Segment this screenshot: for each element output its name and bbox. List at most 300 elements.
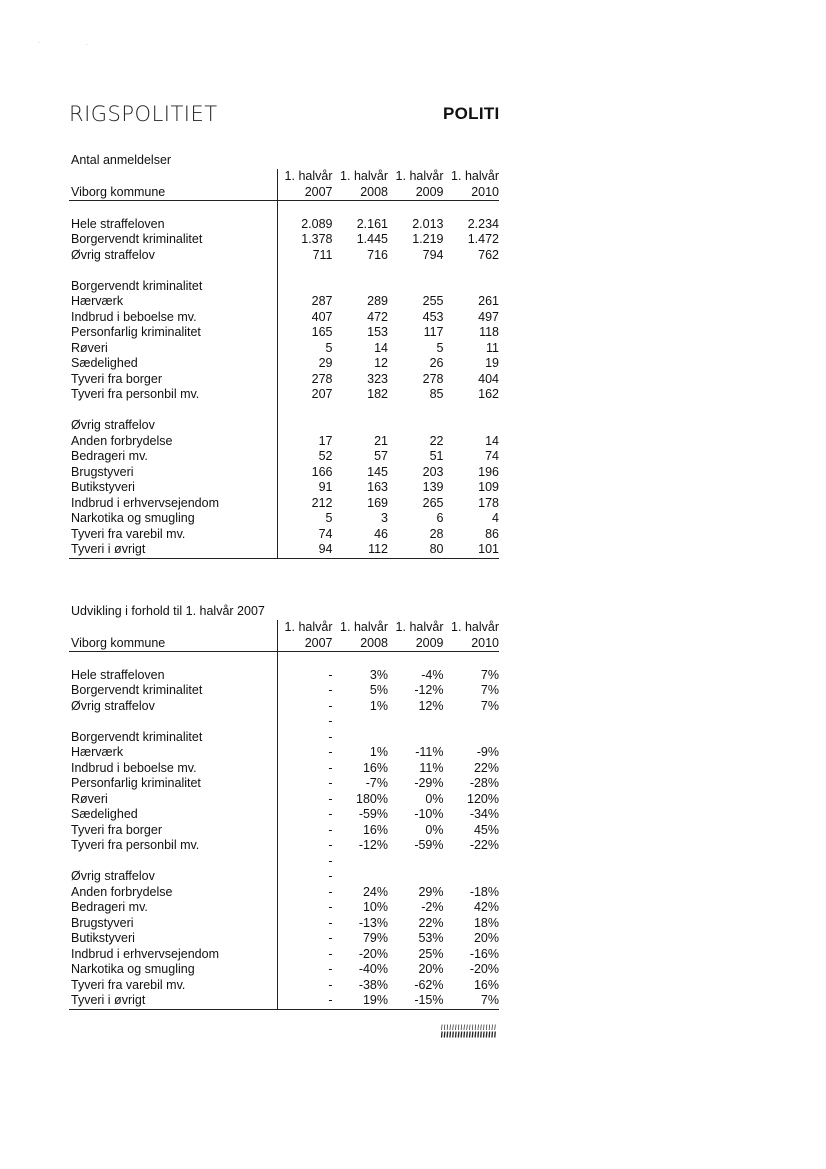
barcode-stroke bbox=[467, 1032, 468, 1038]
spacer-cell bbox=[69, 201, 277, 217]
table-cell: 118 bbox=[479, 325, 499, 339]
table-cell: 29% bbox=[418, 884, 444, 899]
table-cell: 289 bbox=[367, 294, 388, 308]
table-cell: 7% bbox=[480, 698, 499, 713]
row-label: Borgervendt kriminalitet bbox=[71, 278, 203, 293]
barcode-stroke bbox=[484, 1025, 485, 1031]
table-row bbox=[69, 714, 499, 730]
row-label: Borgervendt kriminalitet bbox=[71, 683, 203, 697]
table-cell: 22% bbox=[473, 760, 499, 775]
table-row bbox=[69, 480, 499, 496]
row-label: Butikstyveri bbox=[71, 480, 135, 494]
table-cell: 18% bbox=[473, 915, 499, 930]
table-cell: 407 bbox=[277, 310, 333, 326]
table-cell: 265 bbox=[422, 495, 444, 510]
table-cell: 453 bbox=[422, 309, 444, 324]
column-header-year: 2009 bbox=[388, 185, 444, 201]
table-cell: 166 bbox=[277, 465, 333, 481]
barcode-stroke bbox=[458, 1032, 459, 1038]
table-cell: 51 bbox=[429, 449, 444, 463]
table-cell: - bbox=[277, 993, 333, 1009]
region-label: Viborg kommune bbox=[69, 636, 277, 652]
table-cell: 53% bbox=[418, 931, 444, 945]
table-cell: 145 bbox=[367, 464, 388, 479]
barcode-stroke bbox=[444, 1032, 445, 1038]
row-label: Tyveri fra borger bbox=[71, 822, 163, 837]
table-cell: 1.378 bbox=[277, 232, 333, 248]
row-label: Tyveri i øvrigt bbox=[69, 542, 277, 558]
table-cell: 74 bbox=[277, 527, 333, 543]
table-cell: 79% bbox=[362, 931, 388, 945]
table-cell: 203 bbox=[422, 464, 444, 479]
header-row bbox=[69, 169, 499, 185]
table-cell bbox=[333, 418, 389, 434]
table-cell: -12% bbox=[358, 838, 388, 852]
table-cell: 762 bbox=[478, 247, 499, 262]
table-row bbox=[69, 885, 499, 901]
barcode-stroke bbox=[453, 1025, 454, 1031]
header-blank bbox=[69, 620, 277, 636]
barcode-stroke bbox=[492, 1032, 493, 1038]
barcode-stroke bbox=[447, 1025, 448, 1031]
table-cell: 109 bbox=[478, 480, 499, 494]
table-cell: -29% bbox=[414, 776, 444, 790]
barcode-mark bbox=[440, 1024, 498, 1038]
table-cell bbox=[388, 714, 444, 730]
column-header-period: 1. halvår bbox=[395, 169, 444, 183]
table-cell: 24% bbox=[362, 884, 388, 899]
table-cell: 46 bbox=[374, 526, 388, 541]
table-cell: 5 bbox=[436, 340, 444, 355]
column-header-period: 1. halvår bbox=[340, 620, 388, 634]
column-header-year: 2007 bbox=[277, 185, 333, 201]
table-cell: -11% bbox=[415, 745, 444, 759]
row-label: Bedrageri mv. bbox=[71, 900, 148, 914]
table-cell: 180% bbox=[356, 791, 388, 806]
table-cell: 85 bbox=[429, 387, 444, 401]
table-cell: 117 bbox=[423, 325, 444, 339]
spacer-row bbox=[69, 652, 499, 668]
table-cell: 74 bbox=[485, 449, 499, 463]
table-cell: 16% bbox=[362, 760, 388, 775]
table-cell: 14 bbox=[485, 433, 499, 448]
header-row bbox=[69, 636, 499, 652]
barcode-stroke bbox=[453, 1032, 454, 1038]
table-row bbox=[69, 341, 499, 357]
table-row bbox=[69, 962, 499, 978]
row-label: Sædelighed bbox=[71, 807, 138, 821]
row-label: Tyveri fra varebil mv. bbox=[71, 977, 186, 992]
table-row bbox=[69, 916, 499, 932]
table-cell: -40% bbox=[358, 962, 388, 976]
table-cell: -16% bbox=[469, 946, 499, 961]
table-cell bbox=[388, 418, 444, 434]
barcode-stroke bbox=[470, 1032, 471, 1038]
column-header-period: 1. halvår bbox=[451, 169, 499, 183]
table-cell: 5 bbox=[277, 341, 333, 357]
table-cell: 7% bbox=[444, 993, 500, 1009]
table-row bbox=[69, 511, 499, 527]
row-label: Øvrig straffelov bbox=[71, 698, 155, 713]
table-row bbox=[69, 761, 499, 777]
table-cell bbox=[444, 403, 500, 419]
table-cell: 29 bbox=[277, 356, 333, 372]
row-label: Tyveri fra borger bbox=[71, 371, 163, 386]
table-cell: - bbox=[277, 931, 333, 947]
table-cell: - bbox=[277, 962, 333, 978]
barcode-stroke bbox=[478, 1025, 479, 1031]
spacer-cell bbox=[333, 652, 389, 668]
table-cell: 5% bbox=[369, 683, 388, 697]
table-cell: 323 bbox=[367, 371, 388, 386]
table-row bbox=[69, 248, 499, 264]
barcode-stroke bbox=[472, 1032, 473, 1038]
table-cell bbox=[277, 418, 333, 434]
row-label: Butikstyveri bbox=[71, 931, 135, 945]
table-cell: 120% bbox=[467, 791, 499, 806]
table-cell bbox=[333, 263, 389, 279]
barcode-stroke bbox=[458, 1025, 459, 1031]
table-row bbox=[69, 900, 499, 916]
table-cell: 5 bbox=[277, 511, 333, 527]
table-cell bbox=[444, 869, 500, 885]
table-row bbox=[69, 745, 499, 761]
table-cell bbox=[444, 714, 500, 730]
table-cell: -7% bbox=[365, 776, 388, 790]
row-label: Hærværk bbox=[71, 745, 124, 759]
table-cell: 178 bbox=[478, 495, 499, 510]
table-cell: - bbox=[277, 730, 333, 746]
row-label: Brugstyveri bbox=[71, 915, 134, 930]
table-cell: 212 bbox=[277, 496, 333, 512]
scan-mark: · bbox=[86, 42, 88, 48]
table-row bbox=[69, 527, 499, 543]
table-cell: -34% bbox=[469, 807, 499, 821]
table-cell: - bbox=[277, 714, 333, 730]
table-cell: 19 bbox=[485, 356, 499, 370]
table-cell: 1.445 bbox=[356, 232, 388, 246]
table-cell: 112 bbox=[333, 542, 389, 558]
row-label: Røveri bbox=[71, 340, 108, 355]
table-cell: -2% bbox=[421, 900, 444, 914]
table-cell: 0% bbox=[425, 791, 444, 806]
barcode-stroke bbox=[450, 1032, 451, 1038]
table-row bbox=[69, 931, 499, 947]
barcode-stroke bbox=[481, 1032, 482, 1038]
barcode-stroke bbox=[486, 1025, 487, 1031]
table-cell: -38% bbox=[358, 977, 388, 992]
table-cell: 163 bbox=[367, 480, 388, 494]
scan-mark: · bbox=[38, 40, 40, 46]
column-header-year: 2008 bbox=[333, 185, 389, 201]
table-cell: 28 bbox=[429, 526, 444, 541]
spacer-row bbox=[69, 201, 499, 217]
table-cell: -59% bbox=[358, 807, 388, 821]
table-row bbox=[69, 993, 499, 1009]
column-header-year: 2007 bbox=[277, 636, 333, 652]
table-cell: 153 bbox=[367, 325, 388, 339]
table-row bbox=[69, 310, 499, 326]
table-cell: 404 bbox=[478, 371, 499, 386]
spacer-cell bbox=[277, 201, 333, 217]
row-label bbox=[69, 854, 277, 870]
table-cell: -15% bbox=[388, 993, 444, 1009]
spacer-cell bbox=[388, 652, 444, 668]
barcode-stroke bbox=[495, 1025, 496, 1031]
table-cell: - bbox=[277, 699, 333, 715]
table-cell bbox=[388, 869, 444, 885]
barcode-stroke bbox=[461, 1025, 462, 1031]
barcode-stroke bbox=[472, 1025, 473, 1031]
table-cell: 472 bbox=[367, 309, 388, 324]
table-cell: 287 bbox=[277, 294, 333, 310]
table-cell: 716 bbox=[367, 247, 388, 262]
table-cell: 255 bbox=[422, 294, 444, 308]
barcode-stroke bbox=[464, 1032, 465, 1038]
row-label: Tyveri fra varebil mv. bbox=[71, 526, 186, 541]
table-cell: 0% bbox=[425, 822, 444, 837]
table-cell: 6 bbox=[436, 511, 444, 525]
table-cell: - bbox=[277, 668, 333, 684]
table-cell: 1% bbox=[369, 745, 388, 759]
table-cell bbox=[388, 730, 444, 746]
table-cell: 169 bbox=[367, 495, 388, 510]
table-cell: 278 bbox=[277, 372, 333, 388]
barcode-stroke bbox=[495, 1032, 496, 1038]
barcode-stroke bbox=[456, 1025, 457, 1031]
barcode-stroke bbox=[444, 1025, 445, 1031]
table-cell bbox=[277, 403, 333, 419]
table-cell: - bbox=[277, 885, 333, 901]
table-row bbox=[69, 372, 499, 388]
barcode-stroke bbox=[492, 1025, 493, 1031]
table-cell bbox=[444, 279, 500, 295]
table-cell: 139 bbox=[422, 480, 444, 494]
table-cell bbox=[333, 869, 389, 885]
header-row bbox=[69, 620, 499, 636]
barcode-stroke bbox=[484, 1032, 485, 1038]
crime-count-table bbox=[69, 169, 499, 559]
table-cell: - bbox=[277, 776, 333, 792]
table-cell: 10% bbox=[362, 900, 388, 914]
table-cell: 182 bbox=[367, 387, 388, 401]
table-row bbox=[69, 947, 499, 963]
row-label: Anden forbrydelse bbox=[71, 884, 173, 899]
table-cell bbox=[388, 263, 444, 279]
row-label: Tyveri fra personbil mv. bbox=[71, 387, 200, 401]
crime-change-table bbox=[69, 620, 499, 1010]
column-header-year: 2009 bbox=[388, 636, 444, 652]
table-cell: 261 bbox=[478, 294, 499, 308]
table-cell: 42% bbox=[473, 900, 499, 914]
table-cell: 11% bbox=[419, 760, 444, 775]
table-row bbox=[69, 838, 499, 854]
table-cell: 2.161 bbox=[356, 216, 388, 231]
table-row bbox=[69, 542, 499, 558]
table-cell: 7% bbox=[480, 667, 499, 682]
row-label: Anden forbrydelse bbox=[71, 433, 173, 448]
table-cell bbox=[388, 279, 444, 295]
table-cell: 2.234 bbox=[467, 216, 499, 231]
barcode-stroke bbox=[447, 1032, 448, 1038]
table-cell: 7% bbox=[480, 683, 499, 697]
table-cell bbox=[444, 854, 500, 870]
table-cell bbox=[333, 730, 389, 746]
barcode-stroke bbox=[475, 1025, 476, 1031]
table-cell: -28% bbox=[469, 776, 499, 790]
table-cell bbox=[444, 418, 500, 434]
table-cell: - bbox=[277, 869, 333, 885]
table-cell: 21 bbox=[374, 433, 388, 448]
column-header-period: 1. halvår bbox=[451, 620, 499, 634]
table-cell: 16% bbox=[362, 822, 388, 837]
table-cell: - bbox=[277, 854, 333, 870]
table-row bbox=[69, 465, 499, 481]
table-cell: 278 bbox=[422, 371, 444, 386]
table-row bbox=[69, 776, 499, 792]
table-cell bbox=[333, 854, 389, 870]
table-cell bbox=[444, 730, 500, 746]
table-cell: 2.013 bbox=[412, 216, 444, 231]
barcode-stroke bbox=[470, 1025, 471, 1031]
table-row bbox=[69, 232, 499, 248]
row-label: Brugstyveri bbox=[71, 464, 134, 479]
spacer-cell bbox=[444, 201, 500, 217]
table-cell: - bbox=[277, 761, 333, 777]
row-label: Narkotika og smugling bbox=[71, 511, 195, 525]
row-label: Øvrig straffelov bbox=[71, 418, 155, 432]
table-cell: -59% bbox=[414, 838, 444, 852]
table-cell: 1.472 bbox=[467, 232, 499, 246]
table-cell: - bbox=[277, 978, 333, 994]
table-cell: 25% bbox=[418, 946, 444, 961]
table-row bbox=[69, 668, 499, 684]
barcode-stroke bbox=[442, 1025, 443, 1031]
table-cell: -12% bbox=[414, 683, 444, 697]
table-row bbox=[69, 792, 499, 808]
row-label: Indbrud i erhvervsejendom bbox=[71, 495, 219, 510]
table-cell bbox=[333, 714, 389, 730]
table-cell: 20% bbox=[418, 962, 444, 976]
column-header-year: 2010 bbox=[444, 636, 500, 652]
table-cell: -18% bbox=[469, 884, 499, 899]
barcode-stroke bbox=[456, 1032, 457, 1038]
row-label: Sædelighed bbox=[71, 356, 138, 370]
table-cell: 16% bbox=[473, 977, 499, 992]
table-cell: 80 bbox=[388, 542, 444, 558]
table-cell: 711 bbox=[277, 248, 333, 264]
table-cell: - bbox=[277, 838, 333, 854]
barcode-stroke bbox=[464, 1025, 465, 1031]
table-cell: -22% bbox=[469, 838, 499, 852]
table-cell: 1% bbox=[369, 698, 388, 713]
table2-title: Udvikling i forhold til 1. halvår 2007 bbox=[71, 604, 265, 618]
barcode-stroke bbox=[442, 1032, 443, 1038]
barcode-stroke bbox=[489, 1032, 490, 1038]
barcode-stroke bbox=[486, 1032, 487, 1038]
table-cell: 45% bbox=[473, 822, 499, 837]
table-cell bbox=[333, 403, 389, 419]
row-label: Borgervendt kriminalitet bbox=[71, 232, 203, 246]
table-cell: 17 bbox=[277, 434, 333, 450]
barcode-stroke bbox=[450, 1025, 451, 1031]
table-row bbox=[69, 449, 499, 465]
row-label: Tyveri fra personbil mv. bbox=[71, 838, 200, 852]
table-row bbox=[69, 854, 499, 870]
barcode-stroke bbox=[481, 1025, 482, 1031]
table-cell: 91 bbox=[277, 480, 333, 496]
row-label: Øvrig straffelov bbox=[71, 247, 155, 262]
table-cell bbox=[388, 854, 444, 870]
table-row bbox=[69, 356, 499, 372]
table-row bbox=[69, 496, 499, 512]
table-cell: 3% bbox=[369, 667, 388, 682]
table-cell: 2.089 bbox=[277, 217, 333, 233]
spacer-cell bbox=[388, 201, 444, 217]
barcode-stroke bbox=[478, 1032, 479, 1038]
table-row bbox=[69, 683, 499, 699]
table-row bbox=[69, 807, 499, 823]
table-cell: -4% bbox=[421, 667, 444, 682]
table-row bbox=[69, 294, 499, 310]
organization-name: RIGSPOLITIET bbox=[69, 102, 218, 126]
table-cell: 57 bbox=[374, 449, 388, 463]
table-cell bbox=[277, 279, 333, 295]
table-row bbox=[69, 263, 499, 279]
table-row bbox=[69, 418, 499, 434]
table-cell: - bbox=[277, 807, 333, 823]
table-row bbox=[69, 730, 499, 746]
table-cell: - bbox=[277, 745, 333, 761]
table-cell: - bbox=[277, 683, 333, 699]
table-cell: 94 bbox=[277, 542, 333, 558]
table-cell: 165 bbox=[277, 325, 333, 341]
table-row bbox=[69, 325, 499, 341]
table-cell: -9% bbox=[476, 745, 499, 759]
spacer-cell bbox=[69, 652, 277, 668]
table1-title: Antal anmeldelser bbox=[71, 153, 172, 167]
table-cell: - bbox=[277, 823, 333, 839]
table-cell: 794 bbox=[422, 247, 444, 262]
table-row bbox=[69, 434, 499, 450]
table-cell: 4 bbox=[492, 511, 499, 525]
table-cell: 22% bbox=[418, 915, 444, 930]
table-cell: 86 bbox=[485, 526, 499, 541]
row-label: Indbrud i erhvervsejendom bbox=[71, 946, 219, 961]
table-cell: 497 bbox=[478, 309, 499, 324]
table-cell: -20% bbox=[358, 946, 388, 961]
table-cell: 162 bbox=[478, 387, 499, 401]
table-cell: - bbox=[277, 916, 333, 932]
row-label: Borgervendt kriminalitet bbox=[71, 729, 203, 744]
table-cell: 207 bbox=[277, 387, 333, 403]
barcode-stroke bbox=[461, 1032, 462, 1038]
table-row bbox=[69, 279, 499, 295]
table-cell: 20% bbox=[473, 931, 499, 945]
row-label: Tyveri i øvrigt bbox=[69, 993, 277, 1009]
table-cell: 3 bbox=[381, 511, 388, 525]
column-header-period: 1. halvår bbox=[277, 169, 333, 185]
table-row bbox=[69, 403, 499, 419]
table-cell: 11 bbox=[486, 340, 499, 355]
row-label: Personfarlig kriminalitet bbox=[71, 325, 201, 339]
table-cell: 1.219 bbox=[412, 232, 444, 246]
table-cell: - bbox=[277, 900, 333, 916]
table-row bbox=[69, 978, 499, 994]
row-label: Indbrud i beboelse mv. bbox=[71, 309, 197, 324]
table-row bbox=[69, 823, 499, 839]
table-row bbox=[69, 699, 499, 715]
